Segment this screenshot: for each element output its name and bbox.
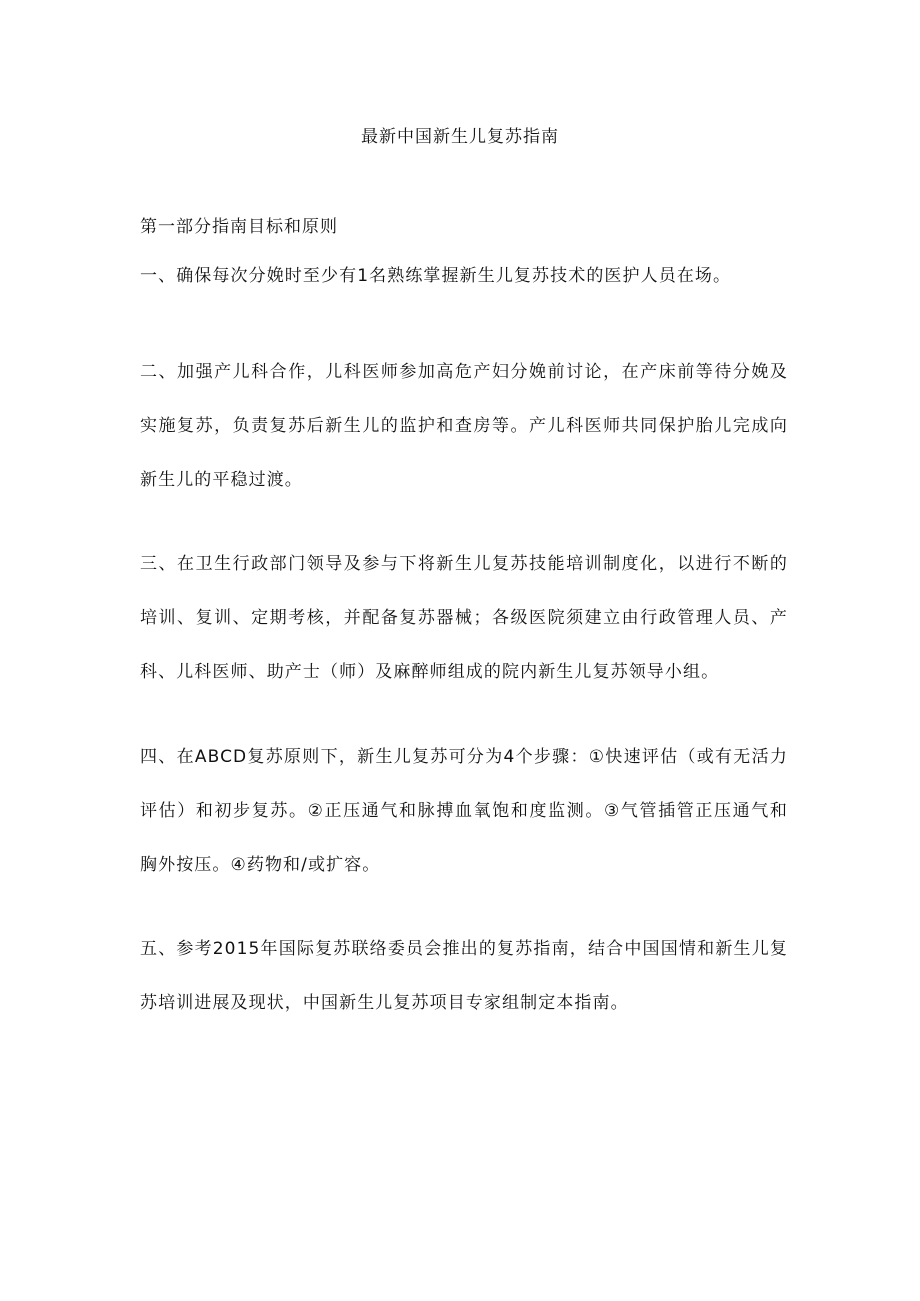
paragraph-2: 二、加强产儿科合作，儿科医师参加高危产妇分娩前讨论，在产床前等待分娩及实施复苏，负责复苏后新生儿的监护和查房等。产儿科医师共同保护胎儿完成向新生儿的平稳过渡。 (140, 362, 788, 490)
paragraph-3: 三、在卫生行政部门领导及参与下将新生儿复苏技能培训制度化，以进行不断的培训、复训、定期考核，并配备复苏器械；各级医院须建立由行政管理人员、产科、儿科医师、助产士（师）及麻醉师组成的院内新生儿复苏领导小组。 (140, 554, 788, 682)
section-heading: 第一部分指南目标和原则 (140, 217, 338, 237)
paragraph-5: 五、参考2015年国际复苏联络委员会推出的复苏指南，结合中国国情和新生儿复苏培训进展及现状，中国新生儿复苏项目专家组制定本指南。 (140, 939, 788, 1013)
paragraph-4: 四、在ABCD复苏原则下，新生儿复苏可分为4个步骤：①快速评估（或有无活力评估）和初步复苏。②正压通气和脉搏血氧饱和度监测。③气管插管正压通气和胸外按压。④药物和/或扩容。 (140, 747, 788, 875)
paragraph-1: 一、确保每次分娩时至少有1名熟练掌握新生儿复苏技术的医护人员在场。 (140, 266, 732, 286)
document-title: 最新中国新生儿复苏指南 (361, 127, 559, 147)
